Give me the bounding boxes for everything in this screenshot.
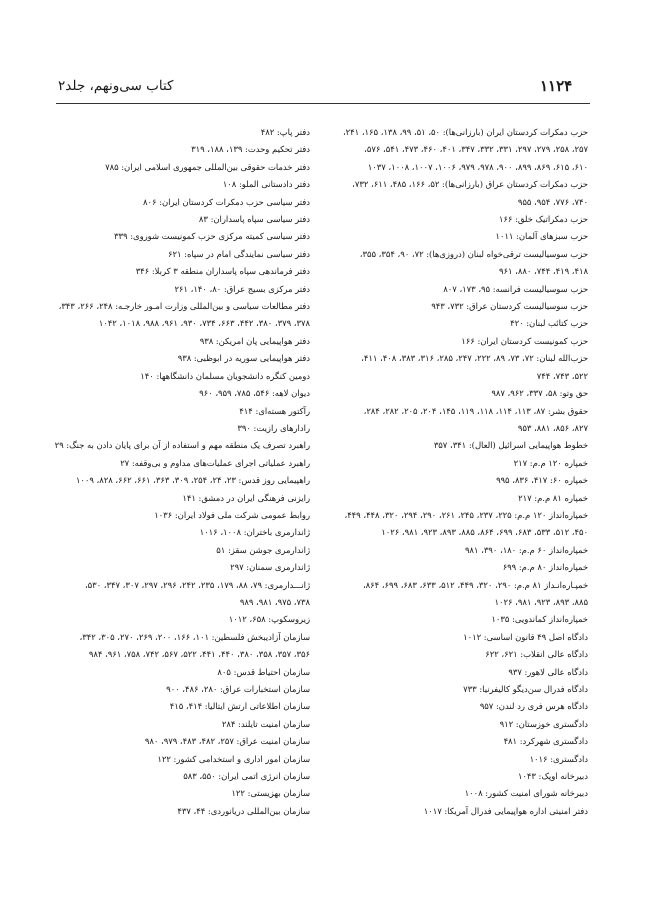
index-line: دفتر امنیتی اداره هواپیمایی فدرال آمریکا: ۱۰۱۷ [423,805,588,816]
index-line: حقوق بشر: ۸۷، ۱۱۳، ۱۱۴، ۱۱۸، ۱۱۹، ۱۴۵، ۲۰۴، ۲۰۵، ۲۸۲، ۲۸۴، [363,405,588,416]
index-line: دادگاه عالی انقلاب: ۶۲۱، ۶۲۲ [485,649,588,660]
index-line: دفتر دادستانی الملو: ۱۰۸ [222,179,310,190]
index-line: سازمان استخبارات عراق: ۲۸۰، ۴۸۶، ۹۰۰ [166,684,310,694]
index-line: خمپاره‌انداز ۸۰ م.م: ۶۹۹ [502,562,588,573]
index-line: حزب کمونیست کردستان ایران: ۱۶۶ [461,335,588,346]
index-line: ۳۵۶، ۳۵۷، ۳۵۸، ۳۸۰، ۴۴۰، ۴۴۱، ۵۲۲، ۵۶۷، ۷۴۲، ۷۵۸، ۹۶۱، ۹۸۴ [88,649,310,660]
index-line: دادگستری: ۱۰۱۶ [529,753,588,764]
index-line: سازمان امنیت تایلند: ۲۸۴ [221,718,310,729]
index-line: حق وتو: ۵۸، ۳۳۷، ۹۶۲، ۹۸۷ [491,388,588,399]
index-line: حزب دمکرات کردستان ایران (بارزانی‌ها): ۵۰، ۵۱، ۹۹، ۱۳۸، ۱۶۵، ۲۴۱، [342,127,588,137]
index-line: دادگاه عالی لاهور: ۹۳۷ [508,666,588,677]
index-line: ۷۳۸، ۹۷۵، ۹۸۱، ۹۸۹ [239,596,310,607]
index-line: خمپاره ۶۰: ۴۱۷، ۸۳۶، ۹۹۵ [496,475,588,486]
index-line: حزب‌الله لبنان: ۷۲، ۷۳، ۸۹، ۲۲۲، ۲۴۷، ۲۸۵، ۳۱۶، ۳۸۳، ۴۰۸، ۴۱۱، [361,353,588,364]
index-line: ۴۵۰، ۵۱۲، ۵۳۳، ۶۸۳، ۶۹۹، ۸۶۴، ۸۸۵، ۸۹۳، ۹۲۳، ۹۸۱، ۱۰۲۶ [381,527,588,538]
index-line: سازمان احتیاط قدس: ۸۰۵ [217,666,310,677]
index-line: دفتر فرماندهی سپاه پاسداران منطقه ۳ کربلا: ۳۴۶ [135,266,310,277]
index-line: ژاندارمری سمنان: ۲۹۷ [230,562,310,573]
index-line: حزب سبزهای آلمان: ۱۰۱۱ [495,231,588,242]
index-line: دومین کنگره دانشجویان مسلمان دانشگاهها: ۱۴۰ [140,370,310,381]
index-line: دبیرخانه اوپک: ۱۰۴۳ [517,771,588,782]
index-line: سازمان بهزیستی: ۱۲۲ [231,788,310,799]
index-line: ۷۴۰، ۷۷۶، ۹۵۴، ۹۵۵ [517,196,588,207]
index-line: راهبرد عملیاتی اجرای عملیات‌های مداوم و بی‌وقفه: ۲۷ [120,457,310,468]
index-line: ۶۱۰، ۶۱۵، ۸۶۹، ۸۹۹، ۹۰۰، ۹۷۸، ۹۷۹، ۱۰۰۶، ۱۰۰۷، ۱۰۰۸، ۱۰۳۷ [367,161,588,172]
index-line: ۲۵۷، ۲۵۸، ۲۷۹، ۲۹۷، ۳۳۱، ۳۳۲، ۳۴۷، ۴۰۱، ۴۶۰، ۴۷۳، ۵۴۱، ۵۷۶، [364,144,588,155]
index-line: خمپـاره‌انـداز ۸۱ م.م: ۲۹۰، ۳۲۰، ۴۴۹، ۵۱۲، ۶۳۳، ۶۸۳، ۶۹۹، ۸۶۴، [362,579,588,590]
index-line: دادگاه فدرال سن‌دیگو کالیفرنیا: ۷۳۳ [463,684,588,694]
index-line: خمپاره‌انداز ۶۰ م.م: ۱۸۰، ۳۹۰، ۹۸۱ [464,544,588,555]
index-line: سازمان اطلاعاتی ارتش ایتالیا: ۴۱۴، ۴۱۵ [169,701,310,712]
header-rule [56,103,590,104]
index-line: دادگستری شهرکرد: ۴۸۱ [503,736,588,747]
index-line: خمپاره ۱۲۰ م.م: ۲۱۷ [513,457,588,468]
index-line: ژانـــدارمری: ۷۹، ۸۸، ۱۷۹، ۲۳۵، ۲۴۲، ۲۹۶، ۲۹۷، ۳۰۷، ۳۴۷، ۵۳۰، [84,579,310,590]
index-line: دادگستری خوزستان: ۹۱۲ [499,718,588,729]
index-line: ۴۱۸، ۴۱۹، ۷۴۴، ۸۸۰، ۹۶۱ [499,266,588,277]
index-line: دفتر سیاسی نمایندگی امام در سپاه: ۶۲۱ [167,248,310,259]
index-line: دبیرخانه شورای امنیت کشور: ۱۰۰۸ [464,788,588,799]
index-column-left [54,124,310,820]
index-line: حزب سوسیالیست کردستان عراق: ۷۳۲، ۹۴۳ [431,301,588,312]
index-line: خمپاره ۸۱ م.م: ۲۱۷ [518,492,588,503]
index-line: رآکتور هسته‌ای: ۴۱۴ [239,405,310,416]
index-line: دفتر هواپیمایی پان امریکن: ۹۳۸ [199,335,310,346]
index-line: دفتر سیاسی حزب دمکرات کردستان ایران: ۸۰۶ [143,196,310,207]
index-line: ۸۲۷، ۸۵۶، ۸۸۱، ۹۵۳ [517,422,588,433]
index-line: رادارهای رازیت: ۳۹۰ [237,422,310,433]
index-line: دفتر تحکیم وحدت: ۱۳۹، ۱۸۸، ۳۱۹ [191,144,310,155]
index-line: راهپیمایی روز قدس: ۲۳، ۲۴، ۲۵۴، ۳۰۹، ۳۶۳، ۶۶۱، ۶۶۲، ۸۲۸، ۱۰۰۹ [75,475,310,486]
index-line: حزب سوسیالیست ترقی‌خواه لبنان (دروزی‌ها): ۷۲، ۹۰، ۳۵۴، ۳۵۵، [359,248,588,259]
index-line: دادگاه هرس فری رد لندن: ۹۵۷ [479,701,588,712]
index-line: سازمان امنیت عراق: ۲۵۷، ۴۸۲، ۴۸۳، ۹۷۹، ۹۸۰ [144,736,310,747]
index-line: ۳۷۸، ۳۷۹، ۳۸۰، ۴۴۲، ۶۶۳، ۷۳۴، ۹۳۰، ۹۶۱، ۹۸۸، ۱۰۱۸، ۱۰۴۲ [98,318,310,329]
index-line: ژاندارمری جوشن سقز: ۵۱ [216,544,310,555]
index-line: خمپاره‌انداز ۱۲۰ م.م: ۲۲۵، ۲۳۷، ۲۴۵، ۲۶۱، ۲۹۰، ۲۹۴، ۳۲۰، ۴۴۸، ۴۴۹، [344,509,588,520]
index-line: دفتر سیاسی کمیته مرکزی حزب کمونیست شوروی: ۳۳۹ [114,231,310,242]
index-line: دادگاه اصل ۴۹ قانون اساسی: ۱۰۱۲ [463,631,588,642]
index-line: ۵۲۲، ۷۴۳، ۷۴۴ [536,370,588,381]
index-line: دفتر خدمات حقوقی بین‌المللی جمهوری اسلامی ایران: ۷۸۵ [105,161,310,172]
page-number: ۱۱۲۴ [540,77,573,95]
index-line: سازمان انرژی اتمی ایران: ۵۵۰، ۵۸۳ [183,771,310,782]
index-line: خطوط هواپیمایی اسرائیل (العال): ۳۴۱، ۳۵۷ [433,440,588,451]
index-line: دفتر پاپ: ۴۸۲ [260,127,310,137]
index-line: رایزنی فرهنگی ایران در دمشق: ۱۴۱ [182,492,310,503]
index-line: دفتر مرکزی بسیج عراق: ۸۰، ۱۴۰، ۲۶۱ [174,283,310,294]
index-line: راهبرد تصرف یک منطقه مهم و استفاده از آن برای پایان دادن به جنگ: ۲۹ [54,440,310,451]
index-line: سازمان امور اداری و استخدامی کشور: ۱۲۲ [157,753,310,764]
index-line: ژاندارمری باختران: ۱۰۰۸، ۱۰۱۶ [199,527,310,538]
index-line: حزب دمکرات کردستان عراق (بارزانی‌ها): ۵۲، ۱۶۶، ۴۸۵، ۶۱۱، ۷۳۲، [352,179,588,190]
index-line: دیوان لاهه: ۵۴۶، ۷۸۵، ۹۵۹، ۹۶۰ [199,388,310,399]
index-column-right [338,124,588,820]
index-line: روابط عمومی شرکت ملی فولاد ایران: ۱۰۳۶ [154,509,310,520]
index-line: ۸۸۵، ۸۹۳، ۹۲۳، ۹۸۱، ۱۰۲۶ [494,596,588,607]
index-line: حزب سوسیالیست فرانسه: ۹۵، ۱۷۳، ۸۰۷ [443,283,588,294]
index-line: دفتر مطالعات سیاسی و بین‌المللی وزارت امـور خارجـه: ۲۴۸، ۲۶۶، ۳۴۳، [58,301,310,312]
index-line: حزب کتائب لبنان: ۴۲۰ [510,318,588,329]
index-line: دفتر سیاسی سپاه پاسداران: ۸۳ [198,214,310,225]
index-line: حزب دمکراتیک خلق: ۱۶۶ [498,214,588,225]
index-line: خمپاره‌انداز کماندویی: ۱۰۳۵ [491,614,588,625]
index-line: سازمان بین‌المللی دریانوردی: ۴۴، ۴۳۷ [177,805,310,816]
book-title: کتاب سی‌ونهم، جلد۲ [58,78,174,94]
index-line: زیروسکوپ: ۶۵۸، ۱۰۱۲ [228,614,310,625]
index-line: دفتر هواپیمایی سوریه در ابوظبی: ۹۳۸ [177,353,310,364]
index-line: سازمان آزادیبخش فلسطین: ۱۰۱، ۱۶۶، ۲۰۰، ۲۶۹، ۲۷۰، ۳۰۵، ۳۴۲، [79,631,310,642]
